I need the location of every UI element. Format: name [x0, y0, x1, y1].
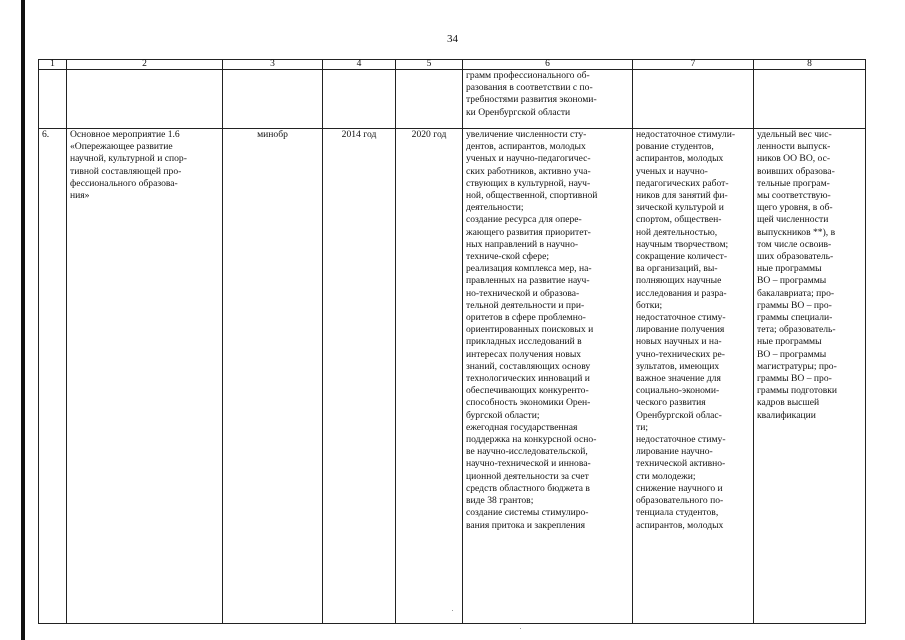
measures-table: [38, 59, 866, 624]
measure-name-cell: [67, 129, 223, 624]
cont-cell-6: [463, 70, 633, 129]
header-cell-4: 4: [323, 60, 396, 70]
header-cell-7: 7: [633, 60, 754, 70]
cont-cell-5: [396, 70, 463, 129]
header-cell-5: 5: [396, 60, 463, 70]
table-row: [39, 129, 866, 624]
cont-cell-1: [39, 70, 67, 129]
cont-cell-8: [754, 70, 866, 129]
measure-name: Основное мероприятие 1.6 «Опережающее развитие научной, культурной и спор- тивной составляющей про- фессионального образова- ния»: [70, 129, 187, 202]
cont-cell-2: [67, 70, 223, 129]
continued-results-text: грамм профессионального об- разования в соответствии с по- требностями развития экономи- ки Оренбургской области: [466, 70, 597, 118]
scan-speck: [520, 628, 521, 629]
cont-cell-7: [633, 70, 754, 129]
consequences: недостаточное стимули- рование студентов, аспирантов, молодых ученых и научно- педагогических работ- ников для занятий фи- зической культурой и спортом, обществен- ной деятельностью, научным творчеством; сокращение количест- ва организаций, вы- полняющих научные исследования и разра- ботки; недостаточное стиму- лирование получения новых научных и на- учно-технических ре- зультатов, имеющих важное значение для социально-экономи- ческого развития Оренбургской облас- ти; недостаточное стиму- лирование научно- технической активно- сти молодежи; снижение научного и образовательного по- тенциала студентов, аспирантов, молодых: [636, 129, 736, 531]
cont-cell-4: [323, 70, 396, 129]
row-number: 6.: [39, 129, 67, 624]
results-cell: [463, 129, 633, 624]
binding-edge: [21, 0, 25, 640]
page-number: 34: [447, 33, 458, 45]
scan-speck: [452, 610, 453, 611]
cont-cell-3: [223, 70, 323, 129]
continuation-row: [39, 70, 866, 129]
start-year: 2014 год: [323, 129, 396, 624]
consequences-cell: [633, 129, 754, 624]
header-cell-2: 2: [67, 60, 223, 70]
expected-results: увеличение численности сту- дентов, аспирантов, молодых ученых и научно-педагогичес- ских работников, активно уча- ствующих в культурной, науч- ной, общественной, спортивной деятельности; создание ресурса для опере- жающего развития приоритет- ных направлений в научно- техниче-ской сфере; реализация комплекса мер, на- правленных на развитие науч- но-технической и образова- тельной деятельности и при- оритетов в сфере проблемно- ориентированных поисковых и прикладных исследований в интересах получения новых знаний, составляющих основу технологических инноваций и обеспечивающих конкуренто- способность экономики Орен- бургской области; ежегодная государственная поддержка на конкурсной осно- ве научно-исследовательской, научно-технической и иннова- ционной деятельности за счет средств областного бюджета в виде 38 грантов; создание системы стимулиро- вания притока и закрепления: [466, 129, 598, 531]
end-year: 2020 год: [396, 129, 463, 624]
header-row: [39, 60, 866, 70]
indicators: удельный вес чис- ленности выпуск- ников ОО ВО, ос- воивших образова- тельные програм- мы соответствую- щего уровня, в об- щей численности выпускников **), в том числе освоив- ших образователь- ные программы ВО – программы бакалавриата; про- граммы ВО – про- граммы специали- тета; образователь- ные программы ВО – программы магистратуры; про- граммы ВО – про- граммы подготовки кадров высшей квалификации: [757, 129, 838, 421]
indicators-cell: [754, 129, 866, 624]
header-cell-6: 6: [463, 60, 633, 70]
header-cell-1: 1: [39, 60, 67, 70]
executor: минобр: [223, 129, 323, 624]
header-cell-3: 3: [223, 60, 323, 70]
header-cell-8: 8: [754, 60, 866, 70]
